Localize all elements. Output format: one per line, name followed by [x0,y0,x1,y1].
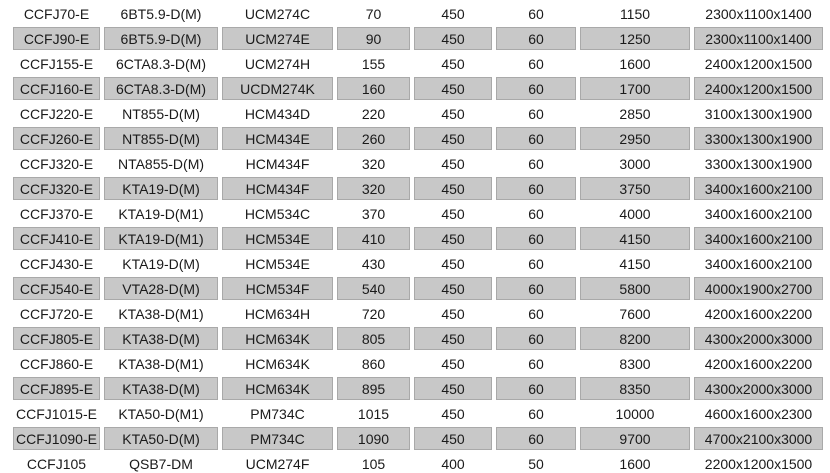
cell-power: 410 [337,227,410,250]
cell-power: 320 [337,177,410,200]
table-row [13,302,823,325]
cell-dimensions: 3400x1600x2100 [704,205,813,222]
cell-genset-model: CCFJ430-E [19,255,94,272]
cell-voltage: 400 [441,455,465,472]
cell-power: 1015 [357,405,390,422]
cell-dimensions: 4300x2000x3000 [694,327,823,350]
table-row [13,352,823,375]
cell-voltage: 450 [441,255,465,272]
cell-power: 70 [365,5,382,22]
cell-weight: 8350 [580,377,690,400]
cell-power: 895 [337,377,410,400]
cell-voltage: 450 [414,127,492,150]
cell-weight: 3750 [580,177,690,200]
cell-voltage: 450 [441,355,465,372]
cell-genset-model: CCFJ220-E [19,105,94,122]
cell-frequency: 60 [528,355,544,372]
table-row [13,152,823,175]
cell-dimensions: 3400x1600x2100 [694,177,823,200]
cell-frequency: 60 [528,305,544,322]
cell-power: 370 [361,205,386,222]
cell-weight: 1700 [580,77,690,100]
cell-engine-model: 6CTA8.3-D(M) [104,77,218,100]
table-row [13,202,823,225]
cell-power: 540 [337,277,410,300]
table-row [13,52,823,75]
cell-genset-model: CCFJ805-E [13,327,100,350]
cell-engine-model: KTA38-D(M) [104,327,218,350]
cell-power: 155 [361,55,386,72]
cell-power: 805 [337,327,410,350]
table-row [13,377,823,400]
cell-genset-model: CCFJ860-E [19,355,94,372]
table-row [13,327,823,350]
cell-dimensions: 3300x1300x1900 [694,127,823,150]
cell-genset-model: CCFJ260-E [13,127,100,150]
cell-genset-model: CCFJ320-E [13,177,100,200]
cell-frequency: 60 [528,405,544,422]
cell-alternator-model: UCM274E [222,27,333,50]
cell-alternator-model: UCDM274K [222,77,333,100]
cell-engine-model: 6BT5.9-D(M) [104,27,218,50]
cell-weight: 1600 [619,455,651,472]
table-row [13,402,823,425]
cell-alternator-model: HCM434D [244,105,311,122]
cell-weight: 1150 [619,5,651,22]
cell-dimensions: 3100x1300x1900 [704,105,813,122]
cell-power: 90 [337,27,410,50]
table-body [13,2,823,473]
table-row [13,2,823,25]
cell-dimensions: 4700x2100x3000 [694,427,823,450]
cell-alternator-model: HCM534F [222,277,333,300]
cell-voltage: 450 [414,227,492,250]
table-row [13,227,823,250]
cell-engine-model: KTA19-D(M1) [118,205,204,222]
cell-genset-model: CCFJ160-E [13,77,100,100]
cell-voltage: 450 [441,105,465,122]
cell-frequency: 60 [496,77,576,100]
cell-voltage: 450 [414,27,492,50]
cell-alternator-model: HCM534E [245,255,310,272]
cell-alternator-model: UCM274H [244,55,311,72]
cell-genset-model: CCFJ540-E [13,277,100,300]
cell-frequency: 50 [528,455,544,472]
cell-voltage: 450 [441,305,465,322]
cell-frequency: 60 [496,427,576,450]
cell-dimensions: 2300x1100x1400 [705,5,812,22]
cell-voltage: 450 [414,327,492,350]
cell-weight: 1600 [619,55,651,72]
cell-alternator-model: HCM434E [222,127,333,150]
cell-voltage: 450 [441,155,465,172]
cell-alternator-model: HCM634K [222,327,333,350]
cell-weight: 1250 [580,27,690,50]
cell-engine-model: KTA19-D(M) [104,177,218,200]
table-row [13,77,823,100]
table-row [13,277,823,300]
cell-genset-model: CCFJ155-E [19,55,94,72]
cell-alternator-model: HCM634K [245,355,310,372]
cell-voltage: 450 [441,55,465,72]
cell-frequency: 60 [528,5,544,22]
table-row [13,452,823,473]
cell-voltage: 450 [441,205,465,222]
cell-genset-model: CCFJ370-E [19,205,94,222]
cell-weight: 2950 [580,127,690,150]
cell-alternator-model: UCM274F [245,455,310,472]
cell-frequency: 60 [496,327,576,350]
cell-dimensions: 4300x2000x3000 [694,377,823,400]
cell-dimensions: 2400x1200x1500 [694,77,823,100]
table-row [13,27,823,50]
cell-frequency: 60 [496,227,576,250]
cell-voltage: 450 [414,427,492,450]
cell-frequency: 60 [528,105,544,122]
cell-dimensions: 3300x1300x1900 [704,155,813,172]
cell-engine-model: NTA855-D(M) [117,155,205,172]
cell-voltage: 450 [414,177,492,200]
cell-engine-model: KTA38-D(M) [104,377,218,400]
cell-dimensions: 2400x1200x1500 [704,55,813,72]
cell-power: 1090 [337,427,410,450]
table-row [13,252,823,275]
cell-dimensions: 2300x1100x1400 [694,27,823,50]
cell-power: 105 [361,455,386,472]
cell-dimensions: 3400x1600x2100 [704,255,813,272]
cell-alternator-model: HCM434F [222,177,333,200]
cell-genset-model: CCFJ320-E [19,155,94,172]
cell-weight: 4150 [619,255,651,272]
cell-genset-model: CCFJ70-E [23,5,90,22]
cell-dimensions: 4200x1600x2200 [704,355,813,372]
cell-genset-model: CCFJ720-E [19,305,94,322]
cell-alternator-model: PM734C [250,405,305,422]
table-row [13,102,823,125]
cell-alternator-model: UCM274C [244,5,311,22]
cell-weight: 8300 [619,355,651,372]
cell-alternator-model: HCM534E [222,227,333,250]
cell-weight: 9700 [580,427,690,450]
cell-genset-model: CCFJ105 [26,455,87,472]
table-row [13,427,823,450]
cell-dimensions: 4600x1600x2300 [704,405,813,422]
cell-engine-model: KTA19-D(M1) [104,227,218,250]
cell-frequency: 60 [496,177,576,200]
cell-voltage: 450 [414,377,492,400]
cell-weight: 10000 [615,405,655,422]
cell-engine-model: VTA28-D(M) [104,277,218,300]
cell-dimensions: 3400x1600x2100 [694,227,823,250]
cell-genset-model: CCFJ895-E [13,377,100,400]
generator-spec-table [9,0,827,473]
cell-weight: 5800 [580,277,690,300]
cell-genset-model: CCFJ1090-E [13,427,100,450]
table-row [13,177,823,200]
cell-power: 220 [361,105,386,122]
cell-voltage: 450 [441,405,465,422]
cell-frequency: 60 [496,377,576,400]
cell-alternator-model: PM734C [222,427,333,450]
cell-engine-model: KTA50-D(M1) [118,405,204,422]
cell-weight: 7600 [619,305,651,322]
cell-engine-model: 6BT5.9-D(M) [120,5,202,22]
cell-engine-model: NT855-D(M) [104,127,218,150]
cell-voltage: 450 [441,5,465,22]
cell-genset-model: CCFJ90-E [13,27,100,50]
table-row [13,127,823,150]
cell-engine-model: KTA38-D(M1) [118,305,204,322]
cell-dimensions: 2200x1200x1500 [704,455,813,472]
cell-weight: 8200 [580,327,690,350]
cell-frequency: 60 [496,277,576,300]
cell-weight: 4150 [580,227,690,250]
cell-voltage: 450 [414,277,492,300]
cell-alternator-model: HCM434F [245,155,310,172]
cell-alternator-model: HCM634K [222,377,333,400]
cell-power: 160 [337,77,410,100]
cell-engine-model: KTA19-D(M) [122,255,200,272]
cell-power: 860 [361,355,386,372]
cell-alternator-model: HCM634H [244,305,311,322]
cell-engine-model: QSB7-DM [129,455,193,472]
cell-frequency: 60 [528,255,544,272]
cell-engine-model: 6CTA8.3-D(M) [116,55,206,72]
cell-genset-model: CCFJ410-E [13,227,100,250]
cell-dimensions: 4200x1600x2200 [704,305,813,322]
cell-alternator-model: HCM534C [244,205,311,222]
cell-power: 320 [361,155,386,172]
cell-engine-model: KTA38-D(M1) [118,355,204,372]
cell-genset-model: CCFJ1015-E [16,405,97,422]
cell-frequency: 60 [496,127,576,150]
cell-power: 720 [361,305,386,322]
cell-weight: 3000 [619,155,651,172]
cell-power: 430 [361,255,386,272]
cell-dimensions: 4000x1900x2700 [694,277,823,300]
cell-weight: 4000 [619,205,651,222]
cell-frequency: 60 [528,205,544,222]
cell-power: 260 [337,127,410,150]
cell-frequency: 60 [528,155,544,172]
cell-engine-model: KTA50-D(M) [104,427,218,450]
cell-voltage: 450 [414,77,492,100]
cell-frequency: 60 [496,27,576,50]
cell-engine-model: NT855-D(M) [122,105,200,122]
cell-weight: 2850 [619,105,651,122]
cell-frequency: 60 [528,55,544,72]
